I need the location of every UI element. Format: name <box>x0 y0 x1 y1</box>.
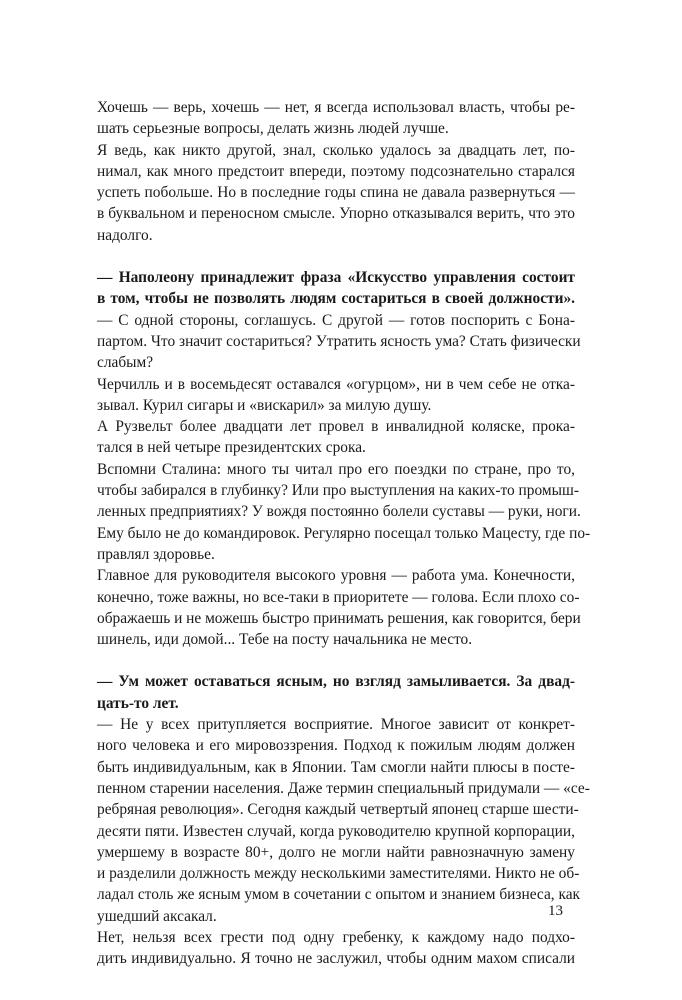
paragraph-7 <box>97 565 581 650</box>
text-line: шать серьезные вопросы, делать жизнь людей лучше. <box>97 120 449 138</box>
text-line: — С одной стороны, соглашусь. С другой — готов поспорить с Бона- <box>97 311 575 329</box>
text-line: Главное для руководителя высокого уровня — работа ума. Конечности, <box>97 567 575 585</box>
text-line: ного человека и его мировоззрения. Подход к пожилым людям должен <box>97 737 575 755</box>
text-line: в том, чтобы не позволять людям состариться в своей должности». <box>97 290 575 308</box>
text-line: ленных предприятиях? У вождя постоянно болели суставы — руки, ноги. <box>97 503 581 521</box>
page-number: 13 <box>548 903 563 919</box>
text-line: пенном старении населения. Даже термин специальный придумали — «се- <box>97 779 590 797</box>
text-line: Черчилль и в восемьдесят оставался «огурцом», ни в чем себе не отка- <box>97 375 575 393</box>
text-line: Нет, нельзя всех грести под одну гребенку, к каждому надо подхо- <box>97 928 575 946</box>
text-line: ладал столь же ясным умом в сочетании с опытом и знанием бизнеса, как <box>97 886 581 904</box>
text-line: ребряная революция». Сегодня каждый четвертый японец старше шести- <box>97 801 579 819</box>
text-line: чтобы забирался в глубинку? Или про выступления на каких-то промыш- <box>97 482 579 500</box>
text-line: быть индивидуальным, как в Японии. Там смогли найти плюсы в посте- <box>97 758 575 776</box>
text-line: А Рузвельт более двадцати лет провел в инвалидной коляске, прока- <box>97 418 575 436</box>
paragraph-4 <box>97 374 575 417</box>
text-line: шинель, иди домой... Тебе на посту начальника не место. <box>97 631 473 649</box>
section-gap <box>97 246 575 267</box>
text-line: Ему было не до командировок. Регулярно посещал только Мацесту, где по- <box>97 524 591 542</box>
text-line: слабым? <box>97 354 154 372</box>
text-line: и разделили должность между несколькими заместителями. Никто не об- <box>97 865 580 883</box>
text-line: нимал, как много предстоит впереди, поэтому подсознательно старался <box>97 162 575 180</box>
text-line: Я ведь, как никто другой, знал, сколько удалось за двадцать лет, по- <box>97 141 575 159</box>
paragraph-3 <box>97 310 581 374</box>
interview-question-1 <box>97 267 575 310</box>
paragraph-2 <box>97 140 575 246</box>
text-line: конечно, тоже важны, но все-таки в приоритете — голова. Если плохо со- <box>97 588 580 606</box>
book-page-text <box>97 97 591 970</box>
text-line: Вспомни Сталина: много ты читал про его поездки по стране, про то, <box>97 460 575 478</box>
text-line: Хочешь — верь, хочешь — нет, я всегда использовал власть, чтобы ре- <box>97 99 575 116</box>
text-line: ображаешь и не можешь быстро принимать решения, как говорится, бери <box>97 609 581 627</box>
paragraph-5 <box>97 416 575 459</box>
text-line: цать-то лет. <box>97 694 179 712</box>
paragraph-6 <box>97 459 591 565</box>
text-line: дить индивидуально. Я точно не заслужил, чтобы одним махом списали <box>97 950 575 968</box>
text-line: десяти пяти. Известен случай, когда руководителю крупной корпорации, <box>97 822 575 840</box>
text-line: надолго. <box>97 226 153 244</box>
text-line: тался в ней четыре президентских срока. <box>97 439 366 457</box>
text-line: — Не у всех притупляется восприятие. Многое зависит от конкрет- <box>97 716 575 734</box>
paragraph-1 <box>97 97 575 140</box>
text-line: — Ум может оставаться ясным, но взгляд замыливается. За двад- <box>97 673 575 691</box>
text-line: успеть побольше. Но в последние годы спина не давала развернуться — <box>97 184 575 202</box>
text-line: умершему в возрасте 80+, долго не могли найти равнозначную замену <box>97 843 575 861</box>
paragraph-8 <box>97 714 590 927</box>
interview-question-2 <box>97 671 575 714</box>
text-line: ушедший аксакал. <box>97 907 217 925</box>
text-line: партом. Что значит состариться? Утратить ясность ума? Стать физически <box>97 332 581 350</box>
section-gap <box>97 650 575 671</box>
text-line: правлял здоровье. <box>97 545 215 563</box>
text-line: зывал. Курил сигары и «вискарил» за милую душу. <box>97 396 432 414</box>
paragraph-9 <box>97 927 575 970</box>
text-line: в буквальном и переносном смысле. Упорно отказывался верить, что это <box>97 205 575 223</box>
text-line: — Наполеону принадлежит фраза «Искусство управления состоит <box>97 269 575 287</box>
